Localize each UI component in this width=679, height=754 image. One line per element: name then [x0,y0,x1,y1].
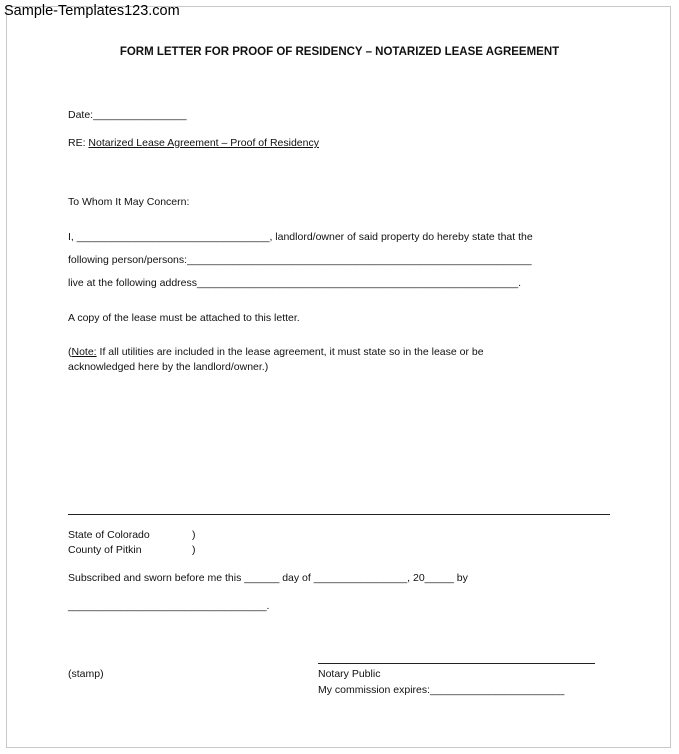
re-prefix: RE: [68,137,89,149]
county-label: County of Pitkin [68,544,142,556]
commission-line: My commission expires:_______________________ [318,684,565,696]
county-paren: ) [192,544,196,556]
name-blank: __________________________________. [68,600,270,612]
re-subject: Notarized Lease Agreement – Proof of Residency [88,137,319,149]
notary-signature-rule [318,663,595,664]
note-line-1 [68,346,484,358]
note-open-paren: ( [68,346,72,358]
copy-note: A copy of the lease must be attached to this letter. [68,312,300,324]
re-line [68,137,319,149]
body-line-1: I, _________________________________, landlord/owner of said property do hereby state that the [68,231,533,243]
stamp-label: (stamp) [68,668,104,680]
body-line-2: following person/persons:___________________________________________________________ [68,254,532,266]
notary-label: Notary Public [318,668,381,680]
document-title: FORM LETTER FOR PROOF OF RESIDENCY – NOTARIZED LEASE AGREEMENT [119,46,560,58]
site-watermark: Sample-Templates123.com [4,3,180,19]
note-label: Note: [71,346,97,358]
signature-rule [68,514,610,515]
state-paren: ) [192,529,196,541]
date-line: Date:________________ [68,109,187,121]
state-label: State of Colorado [68,529,150,541]
note-line-2: acknowledged here by the landlord/owner.) [68,361,269,373]
body-line-3: live at the following address_______________________________________________________. [68,277,522,289]
salutation: To Whom It May Concern: [68,196,190,208]
note-text: If all utilities are included in the lease agreement, it must state so in the lease or be [96,346,484,358]
sworn-line: Subscribed and sworn before me this ______ day of ________________, 20_____ by [68,572,468,584]
